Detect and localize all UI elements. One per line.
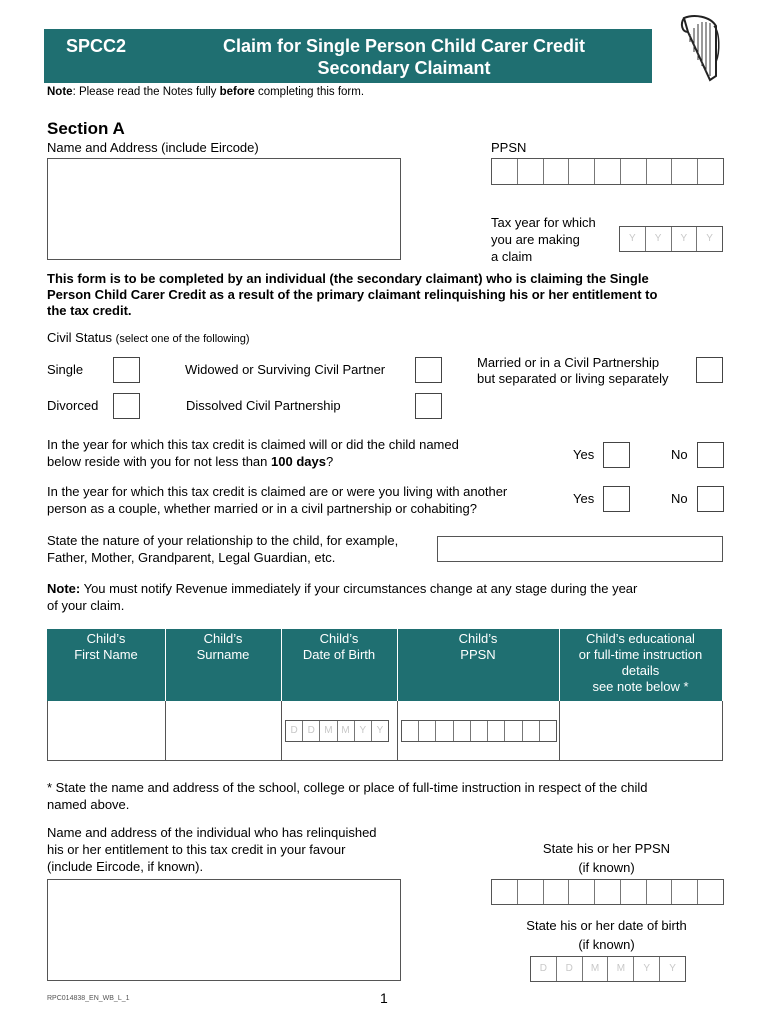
residence-no-label: No [671,447,688,462]
widowed-label: Widowed or Surviving Civil Partner [185,362,386,377]
top-note: Note: Please read the Notes fully before completing this form. [47,86,365,98]
form-title-bar [44,29,652,83]
child-surname-input[interactable] [166,701,281,760]
dissolved-checkbox[interactable] [415,393,442,419]
residence-yes-label: Yes [573,447,595,462]
name-address-label: Name and Address (include Eircode) [47,140,259,155]
widowed-checkbox[interactable] [415,357,442,383]
cohabiting-question: In the year for which this tax credit is claimed are or were you living with another person as a couple, whether married or in a civil partnership or cohabiting? [47,484,508,516]
cohabiting-yes-checkbox[interactable] [603,486,630,512]
col-education: Child’s educational or full-time instruction details see note below * [578,631,703,694]
divorced-checkbox[interactable] [113,393,140,419]
child-table-row [47,701,723,761]
relinquisher-address-field[interactable] [47,879,401,981]
school-note: * State the name and address of the school, college or place of full-time instruction in respect of the child named above. [47,780,648,812]
relinquisher-ppsn-label: State his or her PPSN (if known) [542,841,671,875]
residence-no-checkbox[interactable] [697,442,724,468]
tax-year-input[interactable]: Y Y Y Y [619,226,723,252]
married-separated-label: Married or in a Civil Partnership but separated or living separately [477,355,669,386]
relinquisher-ppsn-input[interactable] [491,879,724,905]
relinquisher-dob-input[interactable]: D D M M Y Y [530,956,686,982]
circumstances-note: Note: You must notify Revenue immediately if your circumstances change at any stage during the year of your claim. [47,581,638,613]
relinquisher-dob-label: State his or her date of birth (if known) [526,918,687,952]
harp-emblem-icon [676,12,722,84]
dissolved-label: Dissolved Civil Partnership [186,398,341,413]
col-first-name: Child’s First Name [74,631,138,662]
married-separated-checkbox[interactable] [696,357,723,383]
col-surname: Child’s Surname [196,631,250,662]
residence-yes-checkbox[interactable] [603,442,630,468]
single-label: Single [47,362,84,377]
child-ppsn-input[interactable] [401,720,557,742]
name-address-field[interactable] [47,158,401,260]
child-first-name-input[interactable] [48,701,165,760]
form-code: SPCC2 [66,36,127,56]
tax-year-label: Tax year for which you are making a claim [491,215,596,264]
relationship-input[interactable] [437,536,723,562]
child-dob-input[interactable]: D D M M Y Y [285,720,389,742]
residence-question: In the year for which this tax credit is claimed will or did the child named below reside with you for not less than 100 days? [47,437,459,469]
section-a-heading: Section A [47,119,125,138]
form-title-line-1: Claim for Single Person Child Carer Credit [222,36,586,56]
civil-status-label: Civil Status (select one of the following) [47,330,250,345]
cohabiting-no-checkbox[interactable] [697,486,724,512]
intro-paragraph: This form is to be completed by an individual (the secondary claimant) who is claiming the Single Person Child Carer Credit as a result of the primary claimant relinquishing his or her entitlement to the tax credit. [47,271,658,318]
cohabiting-yes-label: Yes [573,491,595,506]
relationship-label: State the nature of your relationship to the child, for example, Father, Mother, Grandparent, Legal Guardian, etc. [47,533,399,565]
child-education-input[interactable] [560,701,722,760]
ppsn-label: PPSN [491,140,527,155]
col-ppsn: Child’s PPSN [458,631,498,662]
form-title [174,35,634,79]
relinquisher-label: Name and address of the individual who has relinquished his or her entitlement to this tax credit in your favour (include Eircode, if known). [47,825,377,874]
col-dob: Child’s Date of Birth [302,631,376,662]
divorced-label: Divorced [47,398,99,413]
form-reference-code: RPC014838_EN_WB_L_1 [47,995,130,1002]
ppsn-input[interactable] [491,158,724,185]
child-table-header [47,629,722,701]
single-checkbox[interactable] [113,357,140,383]
form-title-line-2: Secondary Claimant [317,58,491,78]
cohabiting-no-label: No [671,491,688,506]
page-number: 1 [380,990,388,1006]
